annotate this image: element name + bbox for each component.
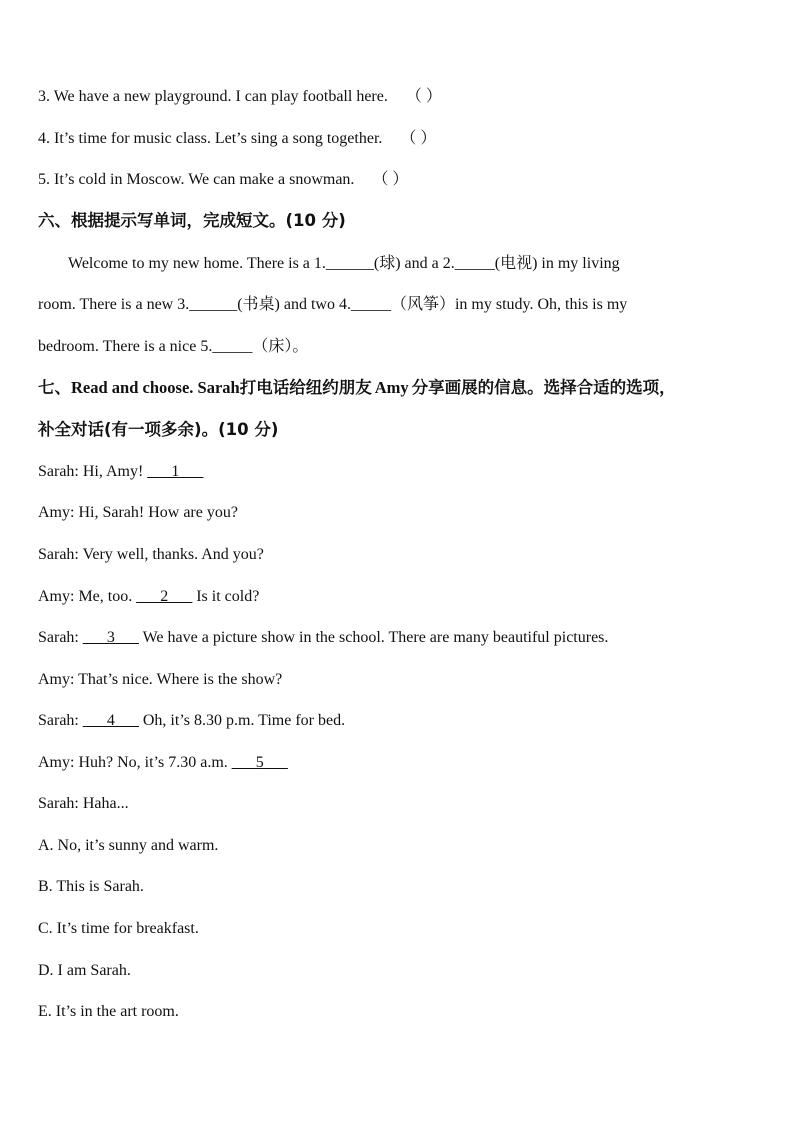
dialogue-text: Amy: Hi, Sarah! How are you? (38, 504, 238, 521)
dialogue-text: Sarah: (38, 629, 83, 646)
option-c: C. It’s time for breakfast. (38, 920, 199, 937)
option-d: D. I am Sarah. (38, 962, 131, 979)
dialogue-text: Oh, it’s 8.30 p.m. Time for bed. (138, 712, 346, 729)
question-text: 3. We have a new playground. I can play football here. (38, 88, 388, 105)
dialogue-line (38, 628, 608, 648)
dialogue-text: Sarah: (38, 712, 83, 729)
dialogue-text: Amy: That’s nice. Where is the show? (38, 671, 283, 688)
section-7-subtitle: 补全对话(有一项多余)。(10 分) (38, 420, 279, 439)
dialogue-line (38, 670, 282, 690)
section-7-heading (38, 378, 676, 398)
dialogue-line (38, 794, 129, 814)
question-text: 5. It’s cold in Moscow. We can make a snowman. (38, 171, 355, 188)
dialogue-text: Sarah: Hi, Amy! (38, 463, 148, 480)
question-5 (38, 170, 408, 190)
option-e: E. It’s in the art room. (38, 1003, 179, 1020)
passage-line-1: Welcome to my new home. There is a 1.______(球) and a 2._____(电视) in my living (68, 255, 620, 272)
answer-paren[interactable]: （ ） (400, 130, 437, 147)
dialogue-line (38, 545, 264, 565)
section-7-number: 七、 (38, 378, 71, 397)
section-6-title: 六、根据提示写单词，完成短文。(10 分) (38, 211, 346, 230)
section-7-english: Read and choose. Sarah (71, 378, 240, 397)
dialogue-blank-5[interactable]: ___5___ (231, 754, 288, 771)
question-text: 4. It’s time for music class. Let’s sing a song together. (38, 130, 383, 147)
answer-paren[interactable]: （ ） (405, 88, 442, 105)
question-4 (38, 129, 436, 149)
section-7-amy: Amy (374, 378, 409, 397)
dialogue-blank-4[interactable]: ___4___ (82, 712, 139, 729)
section-7-text: 打电话给纽约朋友 (239, 378, 372, 397)
option-a: A. No, it’s sunny and warm. (38, 837, 219, 854)
section-7-text-2: 分享画展的信息。选择合适的选项， (411, 378, 676, 397)
dialogue-text: Sarah: Very well, thanks. And you? (38, 546, 264, 563)
dialogue-line (38, 753, 288, 773)
dialogue-text: Amy: Me, too. (38, 588, 137, 605)
section-6-heading (38, 211, 346, 231)
passage-line-3: bedroom. There is a nice 5._____（床）。 (38, 338, 309, 355)
dialogue-text: Amy: Huh? No, it’s 7.30 a.m. (38, 754, 232, 771)
answer-paren[interactable]: （ ） (372, 171, 409, 188)
dialogue-blank-2[interactable]: ___2___ (136, 588, 193, 605)
dialogue-line (38, 503, 238, 523)
dialogue-line (38, 587, 259, 607)
question-3 (38, 87, 442, 107)
dialogue-blank-3[interactable]: ___3___ (82, 629, 139, 646)
dialogue-line (38, 462, 203, 482)
dialogue-text: We have a picture show in the school. There are many beautiful pictures. (138, 629, 609, 646)
dialogue-text: Is it cold? (192, 588, 260, 605)
section-7-heading-line-2 (38, 420, 278, 440)
dialogue-line (38, 711, 345, 731)
passage-line-2: room. There is a new 3.______(书桌) and two 4._____（风筝）in my study. Oh, this is my (38, 296, 628, 313)
option-b: B. This is Sarah. (38, 878, 144, 895)
dialogue-text: Sarah: Haha... (38, 795, 129, 812)
dialogue-blank-1[interactable]: ___1___ (147, 463, 204, 480)
